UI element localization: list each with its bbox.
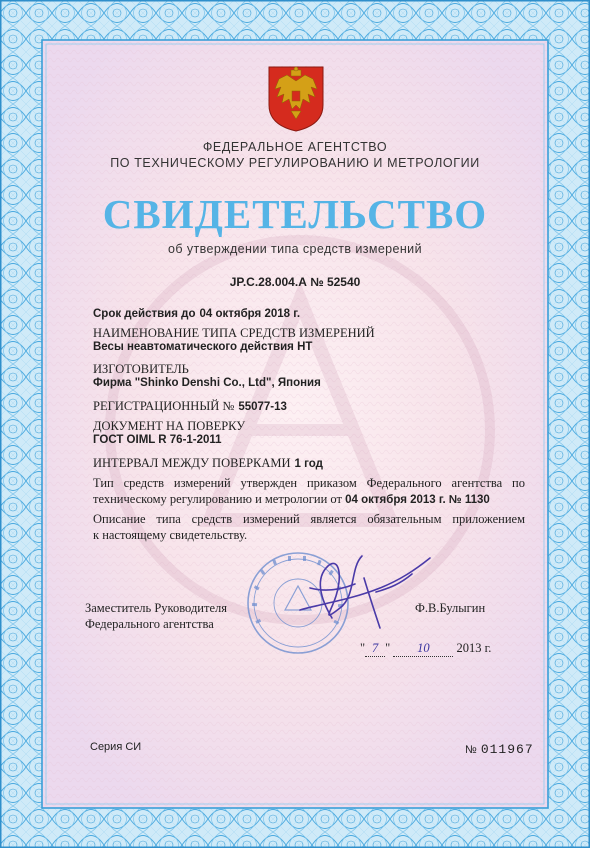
agency-name-line1: ФЕДЕРАЛЬНОЕ АГЕНТСТВО	[202, 140, 388, 154]
registration-label: РЕГИСТРАЦИОННЫЙ №	[93, 399, 235, 413]
date-close-quote: "	[385, 641, 391, 655]
verification-doc-label: ДОКУМЕНТ НА ПОВЕРКУ	[93, 419, 246, 433]
subtitle: об утверждении типа средств измерений	[168, 242, 422, 256]
signatory-position-line1: Заместитель Руководителя	[85, 601, 227, 615]
approval-order-number: № 1130	[448, 494, 490, 506]
approval-line2	[93, 491, 525, 508]
signed-day: 7	[365, 641, 385, 657]
description-paragraph	[93, 511, 525, 543]
type-name-label: НАИМЕНОВАНИЕ ТИПА СРЕДСТВ ИЗМЕРЕНИЙ	[93, 326, 375, 340]
validity-label: Срок действия до	[93, 308, 196, 320]
description-line2: к настоящему свидетельству.	[93, 528, 248, 542]
number-sign: №	[310, 275, 324, 289]
certificate-number-value: 52540	[326, 275, 361, 289]
russian-coat-of-arms-icon	[265, 65, 327, 133]
approval-line1: Тип средств измерений утвержден приказом Федерального агентства по	[93, 476, 525, 490]
blank-number-sign: №	[465, 744, 477, 756]
series-label: Серия СИ	[90, 741, 142, 753]
description-line1: Описание типа средств измерений является обязательным приложением	[93, 512, 525, 526]
signed-month: 10	[393, 641, 453, 657]
type-name-value: Весы неавтоматического действия HT	[93, 341, 313, 353]
manufacturer-label: ИЗГОТОВИТЕЛЬ	[93, 362, 189, 376]
interval-label: ИНТЕРВАЛ МЕЖДУ ПОВЕРКАМИ	[93, 456, 291, 470]
certificate-code: JP.C.28.004.A	[229, 275, 307, 289]
blank-number-value: 011967	[480, 742, 534, 757]
blank-number	[465, 740, 534, 758]
certificate-number	[0, 275, 590, 289]
signed-date	[360, 641, 491, 657]
manufacturer-value: Фирма "Shinko Denshi Co., Ltd", Япония	[93, 377, 321, 389]
registration-value: 55077-13	[238, 401, 287, 413]
signatory-position-line2: Федерального агентства	[85, 617, 214, 631]
signatory-name: Ф.В.Булыгин	[415, 601, 486, 615]
approval-line2-text: техническому регулированию и метрологии от	[93, 492, 342, 506]
validity-row	[93, 304, 300, 322]
signature	[280, 548, 440, 638]
verification-doc-value: ГОСТ OIML R 76-1-2011	[93, 434, 222, 446]
signed-year: 2013 г.	[456, 641, 492, 655]
validity-value: 04 октября 2018 г.	[199, 308, 301, 320]
interval-row	[93, 454, 323, 472]
page-title: СВИДЕТЕЛЬСТВО	[102, 191, 488, 237]
approval-paragraph	[93, 475, 525, 508]
approval-order-date: 04 октября 2013 г.	[345, 494, 446, 506]
date-open-quote: "	[360, 641, 366, 655]
agency-name-line2: ПО ТЕХНИЧЕСКОМУ РЕГУЛИРОВАНИЮ И МЕТРОЛОГИИ	[110, 156, 480, 170]
interval-value: 1 год	[294, 458, 323, 470]
registration-row	[93, 397, 287, 415]
